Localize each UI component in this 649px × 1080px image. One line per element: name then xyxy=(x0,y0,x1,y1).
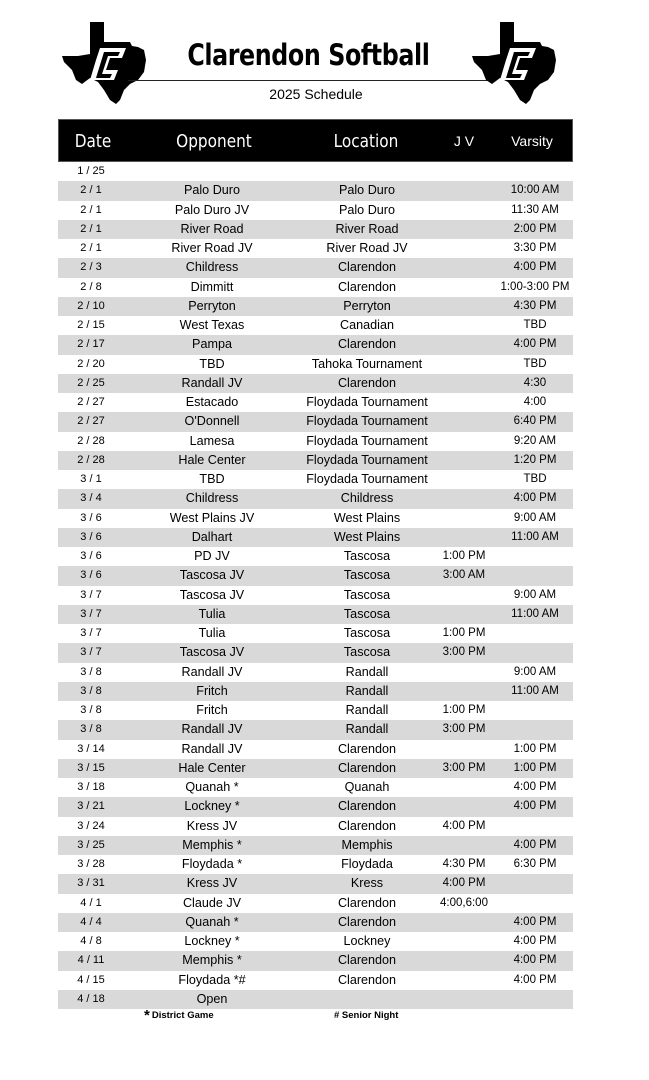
cell-jv: 4:00 PM xyxy=(442,877,486,890)
table-row xyxy=(58,586,573,605)
table-row xyxy=(58,817,573,836)
table-row xyxy=(58,451,573,470)
cell-location: River Road JV xyxy=(326,241,408,255)
cell-varsity: 4:00 PM xyxy=(513,261,557,274)
cell-varsity: 6:30 PM xyxy=(513,858,557,870)
cell-location: Floydada Tournament xyxy=(306,472,428,486)
cell-varsity: 4:00 PM xyxy=(513,954,557,967)
cell-date: 2 / 3 xyxy=(80,261,102,274)
cell-varsity: 4:00 xyxy=(523,396,547,408)
cell-opponent: River Road xyxy=(180,221,244,236)
texas-c-logo-icon xyxy=(470,20,562,106)
cell-opponent: Pampa xyxy=(192,337,232,352)
cell-varsity: 1:00 PM xyxy=(513,761,557,774)
cell-location: Floydada Tournament xyxy=(306,414,428,429)
cell-opponent: PD JV xyxy=(194,549,230,563)
table-row xyxy=(58,951,573,970)
table-row xyxy=(58,894,573,913)
cell-varsity: 2:00 PM xyxy=(513,222,557,235)
cell-opponent: Palo Duro xyxy=(183,183,240,198)
cell-date: 3 / 8 xyxy=(80,704,102,716)
footnote-district xyxy=(144,1007,214,1024)
table-row xyxy=(58,374,573,393)
table-row xyxy=(58,297,573,316)
cell-date: 3 / 24 xyxy=(77,819,105,832)
column-header-date: Date xyxy=(74,131,112,152)
cell-date: 3 / 8 xyxy=(80,684,102,697)
cell-location: Perryton xyxy=(343,298,391,313)
cell-location: Floydada Tournament xyxy=(306,452,428,467)
cell-varsity: 6:40 PM xyxy=(513,415,557,428)
table-row xyxy=(58,663,573,682)
table-row xyxy=(58,470,573,489)
cell-date: 3 / 6 xyxy=(80,530,102,543)
cell-date: 3 / 4 xyxy=(80,492,102,505)
cell-location: Randall xyxy=(345,683,389,698)
cell-varsity: TBD xyxy=(523,319,547,331)
table-row xyxy=(58,547,573,566)
cell-location: River Road xyxy=(335,221,399,236)
table-row xyxy=(58,566,573,585)
cell-date: 4 / 18 xyxy=(77,992,105,1005)
cell-date: 1 / 25 xyxy=(77,165,105,177)
cell-location: Kress xyxy=(350,876,384,891)
cell-opponent: Memphis * xyxy=(182,953,242,968)
cell-date: 2 / 27 xyxy=(77,415,105,428)
cell-location: West Plains xyxy=(333,529,401,544)
cell-opponent: Quanah * xyxy=(185,780,239,794)
table-row xyxy=(58,913,573,932)
cell-opponent: Childress xyxy=(185,491,239,506)
cell-location: Quanah xyxy=(344,780,390,794)
table-row xyxy=(58,258,573,277)
cell-opponent: Randall JV xyxy=(181,664,243,679)
cell-location: Clarendon xyxy=(337,953,397,968)
table-row xyxy=(58,605,573,624)
cell-date: 2 / 27 xyxy=(77,396,105,408)
cell-opponent: Randall JV xyxy=(181,741,243,756)
cell-date: 2 / 1 xyxy=(80,203,102,216)
cell-location: Clarendon xyxy=(337,279,397,294)
cell-date: 2 / 1 xyxy=(80,184,102,197)
cell-location: Tascosa xyxy=(343,549,391,563)
cell-location: Tahoka Tournament xyxy=(311,356,423,371)
cell-varsity: 4:30 xyxy=(523,376,547,389)
cell-jv: 3:00 PM xyxy=(442,761,486,774)
column-header-varsity: Varsity xyxy=(511,133,553,149)
schedule-table xyxy=(58,162,573,1009)
cell-opponent: Estacado xyxy=(185,395,239,409)
cell-date: 3 / 7 xyxy=(80,607,102,620)
cell-varsity: 4:00 PM xyxy=(513,800,557,813)
page-subtitle: 2025 Schedule xyxy=(269,86,363,102)
cell-opponent: Fritch xyxy=(196,703,228,717)
cell-location: Clarendon xyxy=(337,375,397,390)
cell-opponent: Floydada *# xyxy=(178,972,246,987)
cell-varsity: 9:00 AM xyxy=(513,588,557,601)
cell-opponent: Tulia xyxy=(198,606,226,621)
cell-date: 2 / 25 xyxy=(77,376,105,389)
cell-varsity: 4:00 PM xyxy=(513,838,557,851)
cell-date: 3 / 7 xyxy=(80,588,102,601)
cell-opponent: Hale Center xyxy=(178,452,246,467)
cell-opponent: Tascosa JV xyxy=(179,587,245,602)
cell-date: 4 / 8 xyxy=(80,935,102,947)
cell-varsity: 9:00 AM xyxy=(513,511,557,524)
cell-date: 4 / 4 xyxy=(80,915,102,928)
cell-location: Clarendon xyxy=(337,741,397,756)
table-row xyxy=(58,797,573,816)
cell-opponent: Hale Center xyxy=(178,760,246,775)
cell-varsity: 4:00 PM xyxy=(513,781,557,793)
cell-date: 3 / 28 xyxy=(77,858,105,870)
cell-location: Tascosa xyxy=(343,587,391,602)
cell-date: 3 / 15 xyxy=(77,761,105,774)
table-row xyxy=(58,720,573,739)
cell-date: 2 / 1 xyxy=(80,222,102,235)
cell-date: 3 / 31 xyxy=(77,877,105,890)
cell-jv: 3:00 AM xyxy=(442,569,486,582)
table-row xyxy=(58,239,573,258)
cell-date: 3 / 1 xyxy=(80,473,102,485)
cell-date: 3 / 6 xyxy=(80,569,102,582)
cell-opponent: Kress JV xyxy=(186,818,238,833)
cell-varsity: 4:00 PM xyxy=(513,935,557,947)
cell-jv: 4:30 PM xyxy=(442,858,486,870)
cell-varsity: TBD xyxy=(523,473,547,485)
cell-date: 2 / 28 xyxy=(77,434,105,447)
schedule-header-row xyxy=(58,119,573,162)
cell-varsity: 3:30 PM xyxy=(513,242,557,254)
cell-opponent: Quanah * xyxy=(185,914,239,929)
cell-varsity: 1:00-3:00 PM xyxy=(500,280,570,293)
cell-opponent: West Plains JV xyxy=(169,510,255,525)
cell-date: 3 / 18 xyxy=(77,781,105,793)
cell-opponent: Lamesa xyxy=(189,433,235,448)
cell-opponent: Memphis * xyxy=(182,837,242,852)
district-symbol: * xyxy=(144,1007,150,1024)
cell-varsity: 11:00 AM xyxy=(511,530,559,543)
cell-opponent: Randall JV xyxy=(181,375,243,390)
cell-date: 2 / 20 xyxy=(77,357,105,370)
table-row xyxy=(58,759,573,778)
cell-location: Clarendon xyxy=(337,914,397,929)
table-row xyxy=(58,432,573,451)
table-row xyxy=(58,201,573,220)
cell-location: Clarendon xyxy=(337,260,397,275)
cell-location: Randall xyxy=(345,703,389,717)
cell-location: Floydada Tournament xyxy=(306,395,428,409)
cell-location: Randall xyxy=(345,664,389,679)
cell-jv: 3:00 PM xyxy=(442,646,486,659)
cell-date: 2 / 17 xyxy=(77,338,105,351)
cell-location: Tascosa xyxy=(343,606,391,621)
table-row xyxy=(58,855,573,874)
cell-location: Memphis xyxy=(341,837,393,852)
cell-opponent: Floydada * xyxy=(181,857,243,871)
table-row xyxy=(58,278,573,297)
cell-location: Floydada Tournament xyxy=(306,433,428,448)
cell-date: 2 / 8 xyxy=(80,280,102,293)
cell-opponent: Claude JV xyxy=(182,895,242,910)
cell-varsity: 1:00 PM xyxy=(513,742,557,755)
table-row xyxy=(58,335,573,354)
cell-varsity: 4:30 PM xyxy=(513,299,557,312)
cell-opponent: West Texas xyxy=(179,318,245,332)
cell-opponent: Randall JV xyxy=(181,722,243,737)
cell-opponent: Tascosa JV xyxy=(179,645,245,660)
cell-location: Floydada xyxy=(341,857,393,871)
cell-date: 2 / 1 xyxy=(80,242,102,254)
cell-location: Palo Duro xyxy=(338,202,395,217)
cell-varsity: 11:00 AM xyxy=(511,684,559,697)
column-header-jv: J V xyxy=(453,133,475,149)
cell-varsity: 11:00 AM xyxy=(511,607,559,620)
cell-opponent: Dimmitt xyxy=(190,279,234,294)
cell-date: 3 / 21 xyxy=(77,800,105,813)
cell-location: Randall xyxy=(345,722,389,737)
cell-opponent: Fritch xyxy=(196,683,228,698)
cell-location: Tascosa xyxy=(343,626,391,640)
table-row xyxy=(58,412,573,431)
cell-opponent: Dalhart xyxy=(191,529,233,544)
cell-varsity: 4:00 PM xyxy=(513,973,557,986)
cell-opponent: Kress JV xyxy=(186,876,238,891)
cell-date: 3 / 6 xyxy=(80,550,102,562)
cell-varsity: 10:00 AM xyxy=(510,184,560,197)
cell-date: 3 / 6 xyxy=(80,511,102,524)
cell-date: 2 / 10 xyxy=(77,299,105,312)
page-title: Clarendon Softball xyxy=(187,38,430,72)
cell-location: Clarendon xyxy=(337,760,397,775)
cell-location: West Plains xyxy=(333,510,401,525)
table-row xyxy=(58,528,573,547)
table-row xyxy=(58,162,573,181)
table-row xyxy=(58,836,573,855)
cell-opponent: Open xyxy=(196,991,228,1006)
table-row xyxy=(58,393,573,412)
cell-opponent: TBD xyxy=(199,356,225,371)
cell-location: Tascosa xyxy=(343,568,391,583)
cell-date: 3 / 7 xyxy=(80,646,102,659)
cell-opponent: TBD xyxy=(199,472,225,486)
footnote-senior: # Senior Night xyxy=(334,1010,399,1021)
cell-opponent: River Road JV xyxy=(171,241,253,255)
table-row xyxy=(58,990,573,1009)
table-row xyxy=(58,971,573,990)
table-row xyxy=(58,624,573,643)
title-divider xyxy=(128,80,493,81)
cell-location: Childress xyxy=(340,491,394,506)
table-row xyxy=(58,778,573,797)
column-header-location: Location xyxy=(333,131,399,152)
cell-jv: 3:00 PM xyxy=(442,723,486,736)
cell-date: 3 / 7 xyxy=(80,627,102,639)
table-row xyxy=(58,932,573,951)
table-row xyxy=(58,701,573,720)
table-row xyxy=(58,181,573,200)
cell-location: Lockney xyxy=(343,934,391,948)
cell-opponent: Tulia xyxy=(198,626,226,640)
cell-varsity: 4:00 PM xyxy=(513,492,557,505)
cell-varsity: 9:20 AM xyxy=(513,434,557,447)
cell-varsity: 4:00 PM xyxy=(513,338,557,351)
table-row xyxy=(58,489,573,508)
cell-jv: 1:00 PM xyxy=(442,550,486,562)
cell-jv: 1:00 PM xyxy=(442,704,486,716)
cell-location: Clarendon xyxy=(337,818,397,833)
cell-jv: 4:00 PM xyxy=(442,819,486,832)
cell-opponent: Palo Duro JV xyxy=(174,202,250,217)
cell-location: Clarendon xyxy=(337,799,397,814)
table-row xyxy=(58,643,573,662)
cell-location: Palo Duro xyxy=(338,183,395,198)
cell-varsity: 4:00 PM xyxy=(513,915,557,928)
cell-opponent: Lockney * xyxy=(184,799,240,814)
cell-opponent: O'Donnell xyxy=(184,414,240,429)
table-row xyxy=(58,316,573,335)
cell-jv: 1:00 PM xyxy=(442,627,486,639)
cell-location: Clarendon xyxy=(337,972,397,987)
cell-location: Tascosa xyxy=(343,645,391,660)
cell-varsity: 11:30 AM xyxy=(511,203,559,216)
table-row xyxy=(58,509,573,528)
table-row xyxy=(58,355,573,374)
cell-date: 3 / 25 xyxy=(77,838,105,851)
cell-opponent: Tascosa JV xyxy=(179,568,245,583)
table-row xyxy=(58,874,573,893)
table-row xyxy=(58,220,573,239)
cell-date: 3 / 14 xyxy=(77,742,105,755)
cell-date: 2 / 15 xyxy=(77,319,105,331)
cell-date: 4 / 15 xyxy=(77,973,105,986)
cell-location: Clarendon xyxy=(337,337,397,352)
cell-date: 3 / 8 xyxy=(80,665,102,678)
cell-jv: 4:00,6:00 xyxy=(440,896,488,909)
cell-varsity: TBD xyxy=(523,357,547,370)
cell-date: 4 / 11 xyxy=(77,954,105,967)
cell-date: 3 / 8 xyxy=(80,723,102,736)
cell-opponent: Lockney * xyxy=(184,934,240,948)
table-row xyxy=(58,682,573,701)
cell-varsity: 9:00 AM xyxy=(513,665,557,678)
column-header-opponent: Opponent xyxy=(176,131,252,152)
cell-opponent: Childress xyxy=(185,260,239,275)
cell-date: 2 / 28 xyxy=(77,453,105,466)
cell-date: 4 / 1 xyxy=(80,896,102,909)
cell-varsity: 1:20 PM xyxy=(513,453,557,466)
table-row xyxy=(58,740,573,759)
cell-location: Clarendon xyxy=(337,895,397,910)
cell-location: Canadian xyxy=(340,318,394,332)
cell-opponent: Perryton xyxy=(188,298,236,313)
footnote-district-text: District Game xyxy=(151,1010,214,1021)
